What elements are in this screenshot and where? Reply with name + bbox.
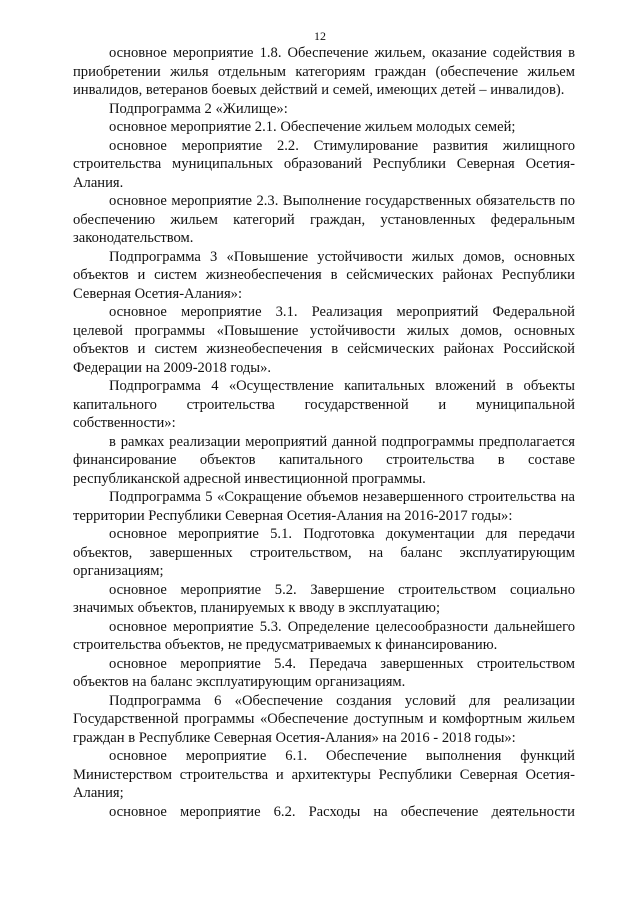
paragraph-measure-5-2: основное мероприятие 5.2. Завершение строительством социально значимых объектов, планируемых к вводу в эксплуатацию; bbox=[73, 581, 575, 616]
paragraph-subprogram-2-heading: Подпрограмма 2 «Жилище»: bbox=[109, 100, 288, 117]
page-number: 12 bbox=[314, 29, 326, 43]
paragraph-measure-2-1: основное мероприятие 2.1. Обеспечение жильем молодых семей; bbox=[109, 119, 516, 135]
paragraph-subprogram-4-financing: в рамках реализации мероприятий данной подпрограммы предполагается финансирование объектов капитального строительства в составе республиканской адресной инвестиционной программы. bbox=[73, 433, 575, 487]
paragraph-subprogram-5-heading: Подпрограмма 5 «Сокращение объемов незавершенного строительства на территории Республики Северная Осетия-Алания на 2016-2017 годы»: bbox=[73, 489, 575, 524]
document-body bbox=[73, 44, 575, 821]
paragraph-measure-6-2: основное мероприятие 6.2. Расходы на обеспечение деятельности bbox=[109, 803, 575, 820]
paragraph-measure-5-4: основное мероприятие 5.4. Передача завершенных строительством объектов на баланс эксплуатирующим организациям. bbox=[73, 655, 575, 690]
paragraph-measure-5-3: основное мероприятие 5.3. Определение целесообразности дальнейшего строительства объектов, не предусматриваемых к финансированию. bbox=[73, 618, 575, 653]
paragraph-subprogram-4-heading: Подпрограмма 4 «Осуществление капитальных вложений в объекты капитального строительства государственной и муниципальной собственности»: bbox=[73, 378, 575, 431]
paragraph-subprogram-3-heading: Подпрограмма 3 «Повышение устойчивости жилых домов, основных объектов и систем жизнеобеспечения в сейсмических районах Республики Северная Осетия-Алания»: bbox=[73, 248, 575, 302]
paragraph-measure-5-1: основное мероприятие 5.1. Подготовка документации для передачи объектов, завершенных строительством, на баланс эксплуатирующим организациям; bbox=[73, 526, 575, 579]
paragraph-measure-2-3: основное мероприятие 2.3. Выполнение государственных обязательств по обеспечению жильем категорий граждан, установленных федеральным законодательством. bbox=[73, 193, 575, 246]
paragraph-subprogram-6-heading: Подпрограмма 6 «Обеспечение создания условий для реализации Государственной программы «Обеспечение доступным и комфортным жильем граждан в Республике Северная Осетия-Алания» на 2016 - 2018 годы»: bbox=[73, 692, 575, 746]
paragraph-measure-1-8: основное мероприятие 1.8. Обеспечение жильем, оказание содействия в приобретении жилья отдельным категориям граждан (обеспечение жильем инвалидов, ветеранов боевых действий и семей, имеющих детей – инвалидов). bbox=[73, 45, 575, 98]
paragraph-measure-2-2: основное мероприятие 2.2. Стимулирование развития жилищного строительства муниципальных образований Республики Северная Осетия-Алания. bbox=[73, 137, 575, 191]
paragraph-measure-6-1: основное мероприятие 6.1. Обеспечение выполнения функций Министерством строительства и архитектуры Республики Северная Осетия-Алания; bbox=[73, 748, 575, 801]
paragraph-measure-3-1: основное мероприятие 3.1. Реализация мероприятий Федеральной целевой программы «Повышение устойчивости жилых домов, основных объектов и систем жизнеобеспечения в сейсмических районах Российской Федерации на 2009-2018 годы». bbox=[73, 304, 575, 376]
